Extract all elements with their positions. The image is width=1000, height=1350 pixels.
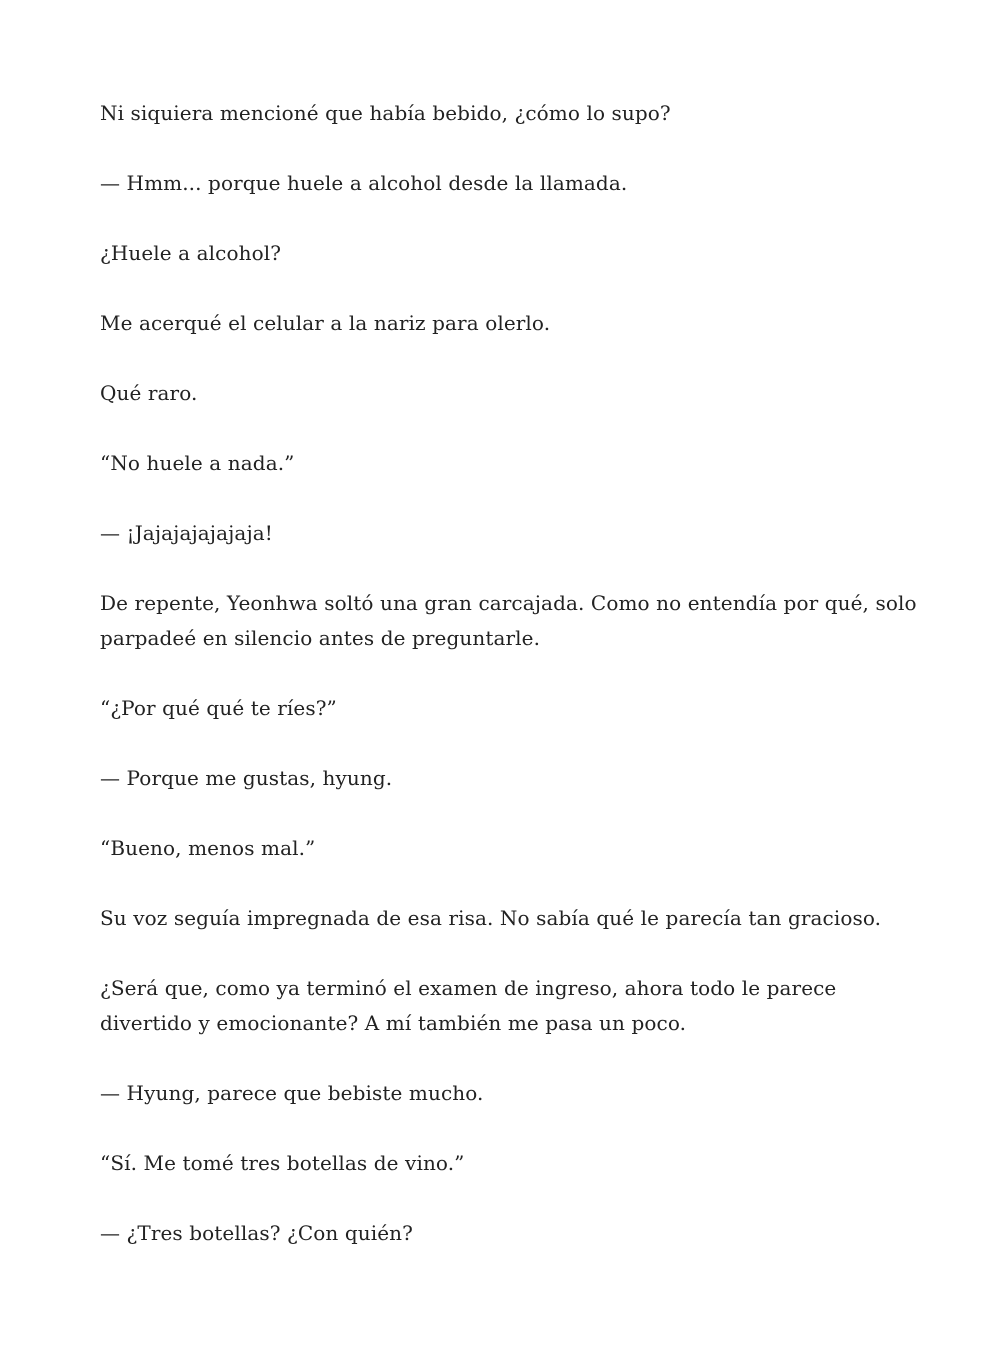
paragraph: De repente, Yeonhwa soltó una gran carcajada. Como no entendía por qué, solo parpadeé en silencio antes de preguntarle.: [100, 591, 917, 650]
paragraph: Me acerqué el celular a la nariz para olerlo.: [100, 311, 551, 335]
paragraph: “Sí. Me tomé tres botellas de vino.”: [100, 1151, 465, 1175]
document-body: [100, 96, 920, 1286]
paragraph: “¿Por qué qué te ríes?”: [100, 696, 337, 720]
paragraph: “No huele a nada.”: [100, 451, 295, 475]
paragraph: Qué raro.: [100, 381, 198, 405]
paragraph: — ¿Tres botellas? ¿Con quién?: [100, 1221, 413, 1245]
paragraph: ¿Será que, como ya terminó el examen de ingreso, ahora todo le parece divertido y emocionante? A mí también me pasa un poco.: [100, 976, 837, 1035]
paragraph: Ni siquiera mencioné que había bebido, ¿cómo lo supo?: [100, 101, 671, 125]
paragraph: Su voz seguía impregnada de esa risa. No sabía qué le parecía tan gracioso.: [100, 906, 882, 930]
paragraph: — Hyung, parece que bebiste mucho.: [100, 1081, 484, 1105]
paragraph: ¿Huele a alcohol?: [100, 241, 282, 265]
paragraph: — Porque me gustas, hyung.: [100, 766, 393, 790]
paragraph: “Bueno, menos mal.”: [100, 836, 316, 860]
paragraph: — Hmm... porque huele a alcohol desde la llamada.: [100, 171, 628, 195]
paragraph: — ¡Jajajajajajaja!: [100, 521, 273, 545]
